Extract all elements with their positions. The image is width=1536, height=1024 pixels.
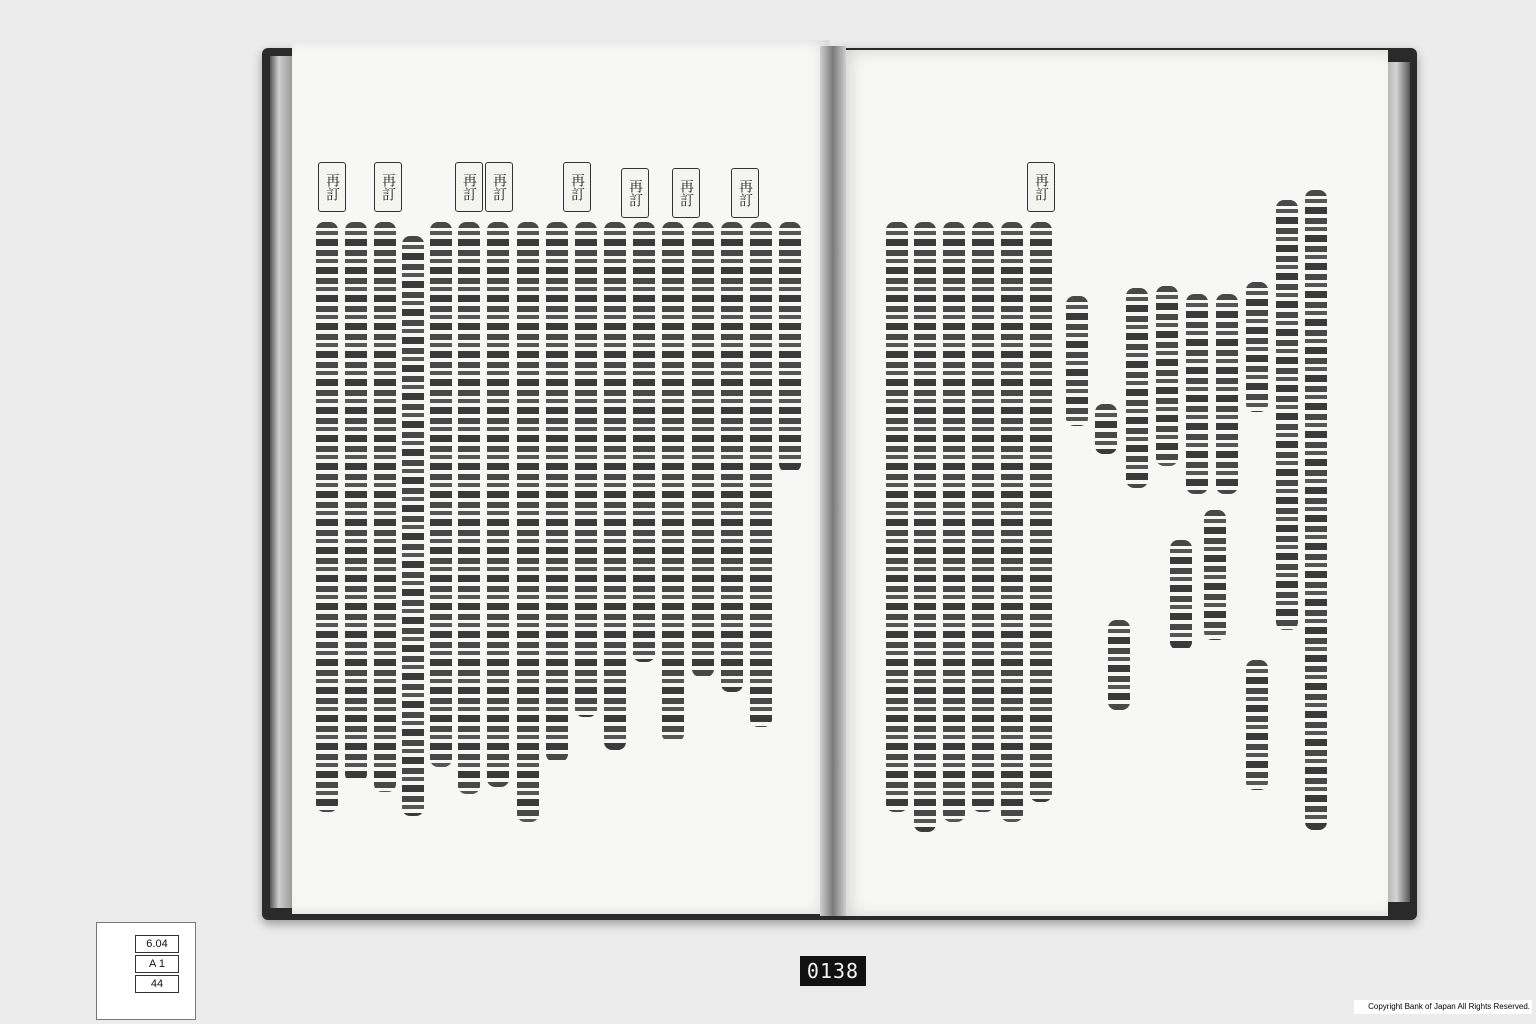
- handwriting-column: [430, 222, 452, 767]
- handwriting-column: [1156, 286, 1178, 466]
- revision-stamp: 再訂: [563, 162, 591, 212]
- handwriting-column: [721, 222, 743, 692]
- handwriting-column: [692, 222, 714, 677]
- revision-stamp: 再訂: [374, 162, 402, 212]
- revision-stamp: 再訂: [672, 168, 700, 218]
- handwriting-column: [575, 222, 597, 717]
- handwriting-column: [1246, 282, 1268, 412]
- revision-stamp: 再訂: [1027, 162, 1055, 212]
- handwriting-column: [1030, 222, 1052, 802]
- handwriting-column: [546, 222, 568, 762]
- handwriting-column: [517, 222, 539, 822]
- handwriting-column: [1066, 296, 1088, 426]
- revision-stamp: 再訂: [318, 162, 346, 212]
- handwriting-column: [345, 222, 367, 782]
- book-gutter: [820, 46, 846, 916]
- page-edge-left: [270, 56, 292, 908]
- handwriting-column: [886, 222, 908, 812]
- handwriting-column: [1186, 294, 1208, 494]
- frame-number: 0138: [800, 956, 866, 986]
- handwriting-column: [1001, 222, 1023, 822]
- catalog-label: [96, 922, 196, 1020]
- catalog-label-row: 6.04: [135, 935, 179, 953]
- handwriting-column: [1276, 200, 1298, 630]
- handwriting-column: [1305, 190, 1327, 830]
- handwriting-column: [943, 222, 965, 822]
- catalog-label-row: 44: [135, 975, 179, 993]
- handwriting-column: [1126, 288, 1148, 488]
- handwriting-column: [458, 222, 480, 794]
- handwriting-column: [316, 222, 338, 812]
- handwriting-column: [779, 222, 801, 472]
- revision-stamp: 再訂: [485, 162, 513, 212]
- revision-stamp: 再訂: [621, 168, 649, 218]
- catalog-label-row: A 1: [135, 955, 179, 973]
- handwriting-column: [1204, 510, 1226, 640]
- handwriting-column: [487, 222, 509, 787]
- handwriting-column: [1216, 294, 1238, 494]
- handwriting-column: [972, 222, 994, 812]
- handwriting-column: [604, 222, 626, 750]
- copyright-notice: Copyright Bank of Japan All Rights Reserved.: [1354, 1000, 1532, 1014]
- revision-stamp: 再訂: [731, 168, 759, 218]
- handwriting-column: [914, 222, 936, 832]
- handwriting-column: [1095, 404, 1117, 454]
- handwriting-column: [1108, 620, 1130, 710]
- handwriting-column: [374, 222, 396, 792]
- handwriting-column: [662, 222, 684, 742]
- handwriting-column: [1170, 540, 1192, 650]
- handwriting-column: [750, 222, 772, 727]
- handwriting-column: [633, 222, 655, 662]
- handwriting-column: [402, 236, 424, 816]
- revision-stamp: 再訂: [455, 162, 483, 212]
- handwriting-column: [1246, 660, 1268, 790]
